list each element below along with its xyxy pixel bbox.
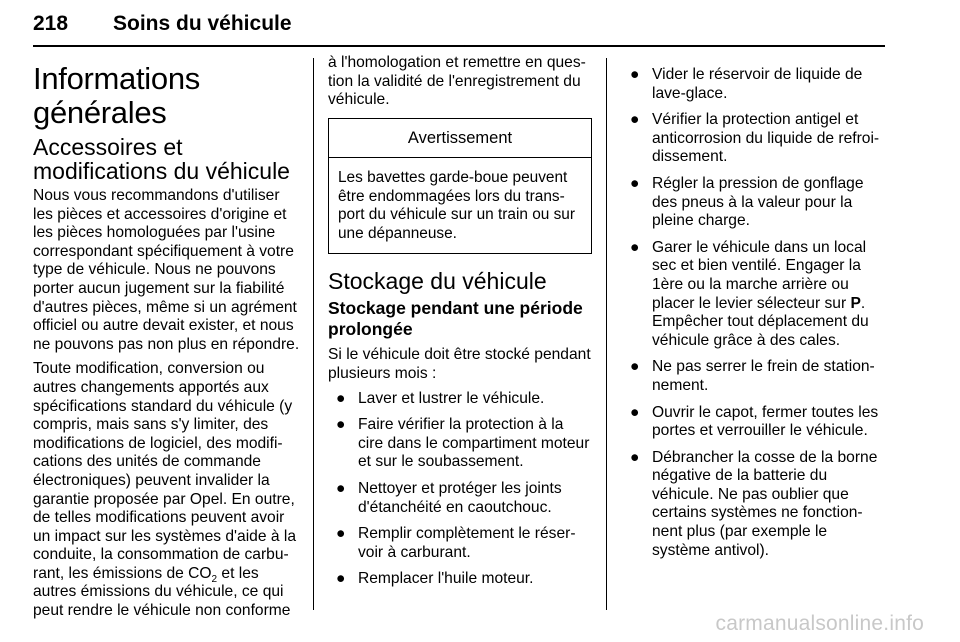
storage-list-1 [328, 390, 592, 589]
storage-intro: Si le véhicule doit être stocké pendant plusieurs mois : [328, 346, 591, 382]
list-item: ● Nettoyer et protéger les joints d'étanchéité en caoutchouc. [336, 479, 562, 516]
column-3 [622, 54, 888, 568]
list-item: ● Remplir complètement le réser- voir à carburant. [336, 525, 576, 561]
bullet-icon: ● [336, 570, 346, 588]
column-1 [33, 54, 303, 627]
bullet-icon: ● [630, 448, 640, 466]
section-heading-general-info: Informations générales [33, 61, 200, 130]
list-item: ● Vider le réservoir de liquide de lave-glace. [630, 66, 863, 102]
paragraph-modifications: Toute modification, conversion ou autres changements apportés aux spécifications standard du véhicule (y compris, mais sans s'y limiter, des modifications de logiciel, des modifi- cations des unités de commande électroniques) peuvent invalider la garantie proposée par Opel. En outre, de telles modifications peuvent avoir un impact sur les systèmes d'aide à la conduite, la consommation de carbu- rant, les émissions de $CO_2$ et les autres émissions du véhicule, ce qui peut rendre le véhicule non conforme [33, 360, 296, 620]
storage-list-2 [622, 66, 888, 560]
list-item: ● Laver et lustrer le véhicule. [336, 389, 545, 407]
bullet-icon: ● [630, 174, 640, 192]
bullet-icon: ● [630, 111, 640, 129]
section-heading-storage: Stockage du véhicule [328, 268, 547, 295]
warning-text: Les bavettes garde-boue peuvent être endommagées lors du trans- port du véhicule sur un train ou sur une dépanneuse. [338, 169, 575, 242]
warning-title: Avertissement [329, 119, 591, 159]
bullet-icon: ● [336, 416, 346, 434]
paragraph-accessories: Nous vous recommandons d'utiliser les pièces et accessoires d'origine et les pièces homologuées par l'usine correspondant spécifiquement à votre type de véhicule. Nous ne pouvons porter aucun jugement sur la fiabilité d'autres pièces, même si un agrément officiel ou autre devait exister, et nous ne pouvons pas non plus en répondre. [33, 187, 300, 353]
list-item: ● Ouvrir le capot, fermer toutes les portes et verrouiller le véhicule. [630, 403, 879, 440]
paragraph-continued: à l'homologation et remettre en ques- tion la validité de l'enregistrement du véhicule. [328, 54, 586, 109]
list-item: ● Vérifier la protection antigel et anticorrosion du liquide de refroi- dissement. [630, 111, 880, 166]
column-2 [328, 54, 592, 597]
list-item: ● Remplacer l'huile moteur. [336, 570, 534, 588]
list-item: ● Régler la pression de gonflage des pneus à la valeur pour la pleine charge. [630, 174, 864, 230]
warning-box [328, 118, 592, 255]
subheading-accessories: Accessoires et modifications du véhicule [33, 134, 290, 184]
page-number: 218 [33, 12, 69, 35]
subheading-long-storage: Stockage pendant une période prolongée [328, 298, 583, 340]
bullet-icon: ● [630, 238, 640, 256]
bullet-icon: ● [336, 525, 346, 543]
list-item: ● Faire vérifier la protection à la cire dans le compartiment moteur et sur le soubassement. [336, 416, 590, 471]
bullet-icon: ● [336, 389, 346, 407]
bullet-icon: ● [336, 479, 346, 497]
bullet-icon: ● [630, 403, 640, 421]
list-item: ● Ne pas serrer le frein de station- nement. [630, 358, 875, 394]
column-divider-1 [313, 58, 314, 610]
bullet-icon: ● [630, 66, 640, 83]
list-item: ● Débrancher la cosse de la borne négative de la batterie du véhicule. Ne pas oublier que certains systèmes ne fonction- nent plus (par exemple le système antivol). [630, 448, 878, 559]
list-item: ● Garer le véhicule dans un local sec et bien ventilé. Engager la 1ère ou la marche arrière ou placer le levier sélecteur sur P. Empêcher tout déplacement du véhicule grâce à des cales. [630, 238, 869, 349]
bullet-icon: ● [630, 358, 640, 376]
page-header [33, 0, 885, 44]
header-rule [33, 45, 885, 47]
column-divider-2 [606, 58, 607, 610]
page-title: Soins du véhicule [113, 12, 292, 35]
watermark: carmanualsonline.info [715, 612, 924, 635]
